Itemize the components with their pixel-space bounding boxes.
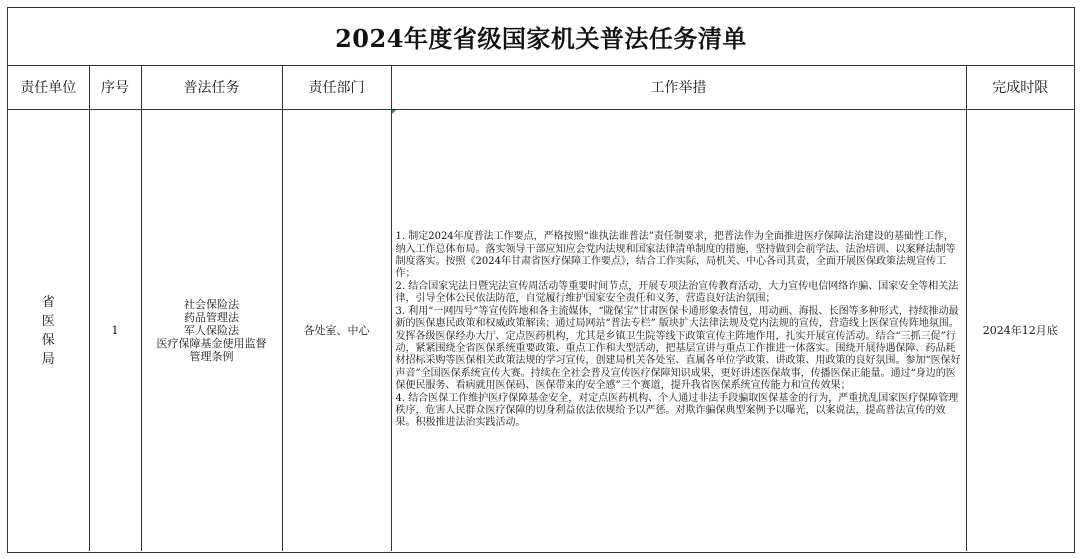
- title-row: [8, 8, 1074, 66]
- cell-task: [141, 110, 282, 552]
- cell-index: 1: [89, 110, 141, 552]
- page-title: 2024年度省级国家机关普法任务清单: [335, 24, 747, 53]
- unit-char: 局: [41, 351, 55, 367]
- measure-item: 1. 制定2024年度普法工作要点，严格按照“谁执法谁普法”责任制要求，把普法作为全面推进医疗保障法治建设的基础性工作，纳入工作总体布局。落实领导干部应知应会党内法规和国家法律清单制度的措施，坚持做到会前学法、法治培训、以案释法制等制度落实。按照《2024年甘肃省医疗保障工作要点》，结合工作实际，局机关、中心各司其责，全面开展医保政策法规宣传工作；: [395, 231, 956, 280]
- measure-item: 2. 结合国家宪法日暨宪法宣传周活动等重要时间节点，开展专项法治宣传教育活动，大力宣传电信网络诈骗、国家安全等相关法律，引导全体公民依法防范，自觉履行维护国家安全责任和义务，营造良好法治氛围；: [395, 280, 959, 305]
- header-row: [8, 65, 1074, 110]
- law-item: 医疗保障基金使用监督: [156, 337, 267, 350]
- header-measures: 工作举措: [391, 65, 966, 110]
- unit-char: 省: [41, 294, 55, 310]
- law-item: 药品管理法: [184, 311, 239, 324]
- measure-item: 4. 结合医保工作维护医疗保障基金安全，对定点医药机构、个人通过非法手段骗取医保基金的行为，严重扰乱国家医疗保障管理秩序，危害人民群众医疗保障的切身利益依法依规给予以严惩。对欺诈骗保典型案例予以曝光，以案说法，提高普法宣传的效果。积极推进法治实践活动。: [395, 392, 959, 429]
- header-unit: 责任单位: [8, 65, 89, 110]
- unit-char: 医: [41, 313, 55, 329]
- header-task: 普法任务: [141, 65, 282, 110]
- task-table: [8, 65, 1074, 551]
- measure-item: 3. 利用“一网四号”等宣传阵地和各主流媒体，“陇保宝”甘肃医保卡通形象表情包，用动画、海报、长图等多种形式，持续推动最新的医保惠民政策和权威政策解读；通过局网站“普法专栏” 版块扩大法律法规及党内法规的宣传，营造线上医保宣传阵地氛围。发挥各级医保经办大厅、定点医药机构，尤其是乡镇卫生院等线下政策宣传主阵地作用，扎实开展宣传活动。结合“三抓三促”行动，紧紧围绕全省医保系统重要政策、重点工作和大型活动，把基层宣讲与重点工作推进一体落实。围绕开展待遇保障、药品耗材招标采购等医保相关政策法规的学习宣传，创建局机关各处室、直属各单位学政策、讲政策、用政策的良好氛围。参加“医保好声音”全国医保系统宣传大赛。持续在全社会普及宣传医疗保障知识成果，更好讲述医保故事，传播医保正能量。通过“身边的医保便民服务、看病就用医保码、医保带来的安全感”三个赛道，提升我省医保系统宣传能力和宣传效果；: [395, 305, 961, 392]
- law-item: 军人保险法: [184, 324, 239, 337]
- cell-department: 各处室、中心: [282, 110, 391, 552]
- cell-measures: [391, 110, 966, 552]
- header-index: 序号: [89, 65, 141, 110]
- cell-deadline: 2024年12月底: [966, 110, 1074, 552]
- header-deadline: 完成时限: [966, 65, 1074, 110]
- comment-marker-icon: [392, 110, 396, 114]
- unit-char: 保: [41, 332, 55, 348]
- law-item: 管理条例: [189, 350, 234, 363]
- law-item: 社会保险法: [184, 298, 239, 311]
- header-department: 责任部门: [282, 65, 391, 110]
- cell-unit: [8, 110, 89, 552]
- task-sheet: [7, 7, 1075, 553]
- table-row: [8, 110, 1074, 552]
